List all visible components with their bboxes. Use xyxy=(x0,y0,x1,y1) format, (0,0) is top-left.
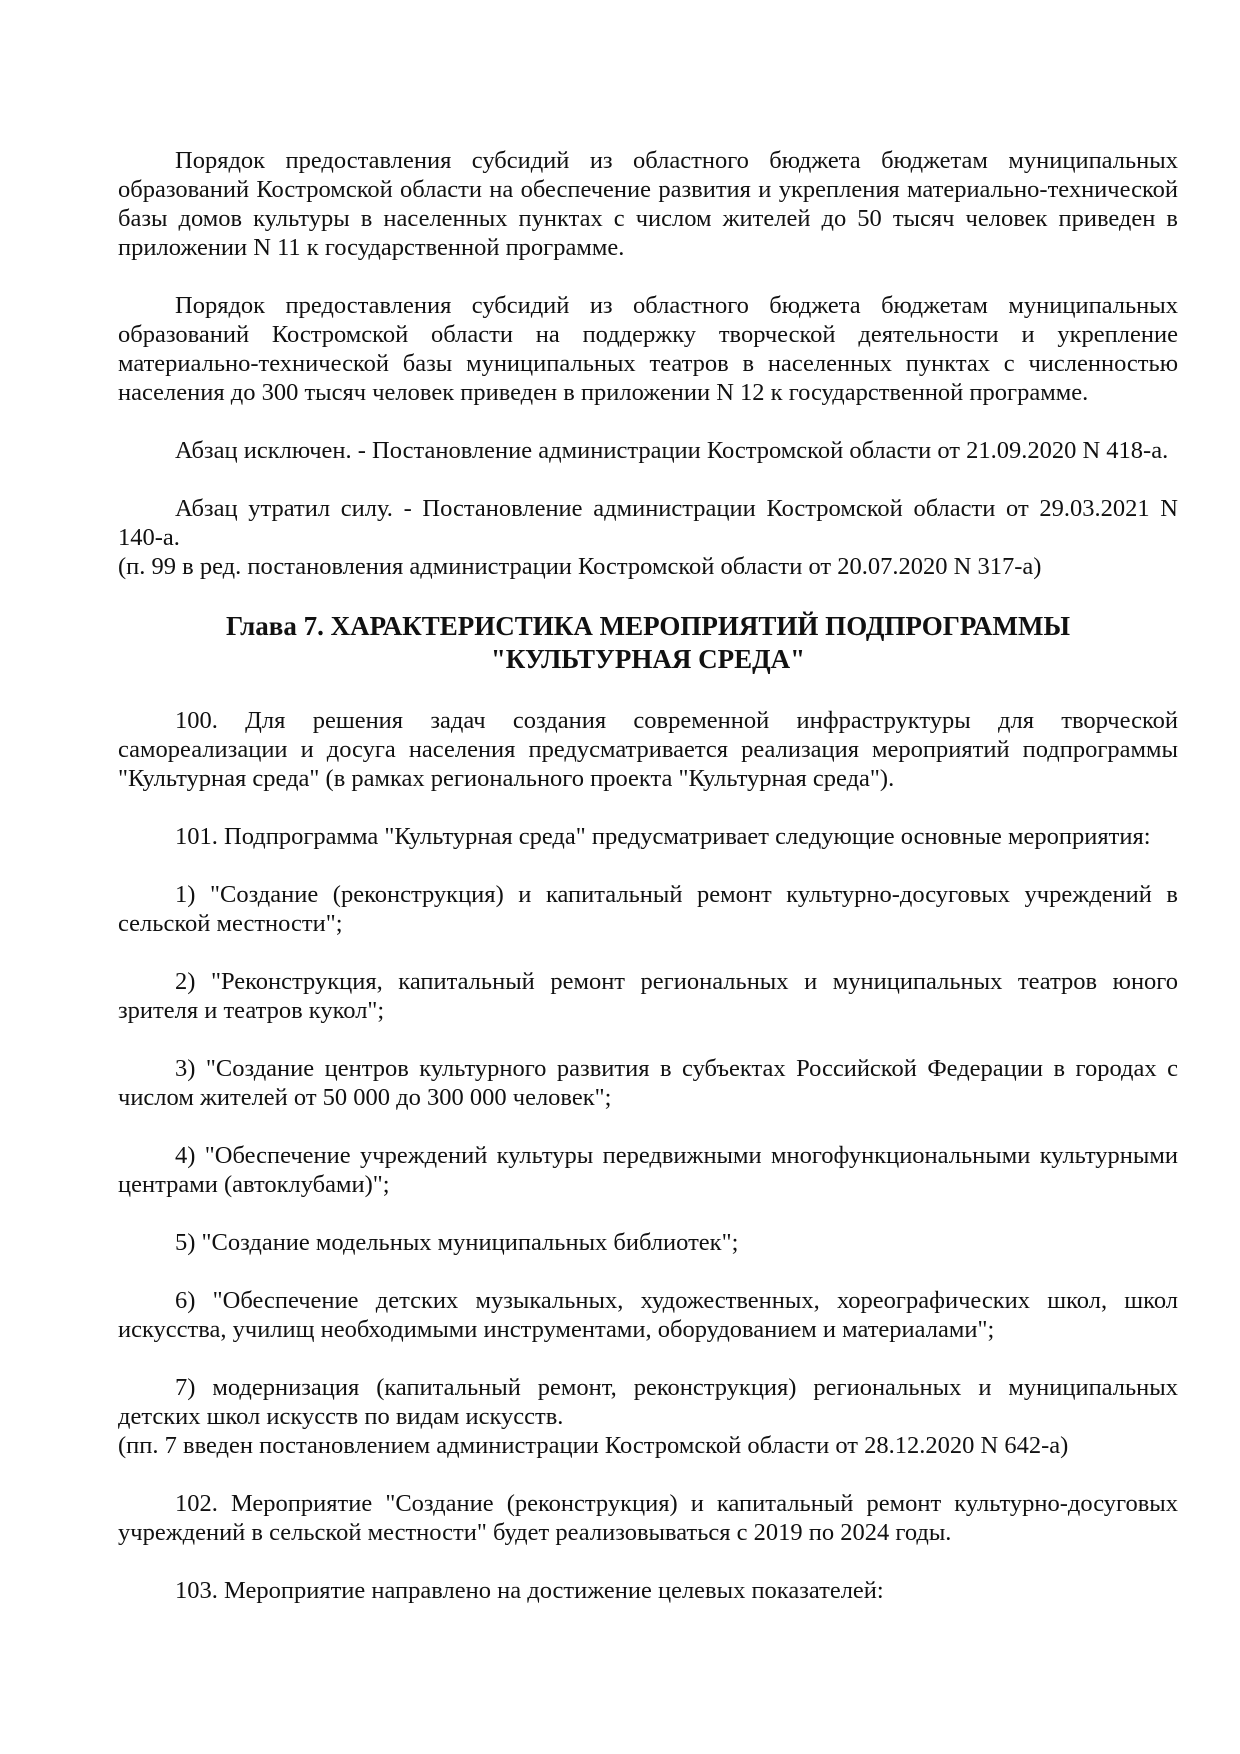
list-item-1: 1) "Создание (реконструкция) и капитальный ремонт культурно-досуговых учреждений в сельской местности"; xyxy=(118,881,1178,937)
document-page xyxy=(118,146,1178,1634)
list-item-2: 2) "Реконструкция, капитальный ремонт региональных и муниципальных театров юного зрителя и театров кукол"; xyxy=(118,968,1178,1024)
chapter-heading-line2: "КУЛЬТУРНАЯ СРЕДА" xyxy=(490,644,806,674)
paragraph-100: 100. Для решения задач создания современной инфраструктуры для творческой самореализации и досуга населения предусматривается реализация мероприятий подпрограммы "Культурная среда" (в рамках регионального проекта "Культурная среда"). xyxy=(118,707,1178,792)
list-item-7: 7) модернизация (капитальный ремонт, реконструкция) региональных и муниципальных детских школ искусств по видам искусств. xyxy=(118,1374,1178,1430)
editorial-note-pp7: (пп. 7 введен постановлением администрации Костромской области от 28.12.2020 N 642-а) xyxy=(118,1432,1069,1459)
paragraph-subsidy-houses-of-culture: Порядок предоставления субсидий из областного бюджета бюджетам муниципальных образований Костромской области на обеспечение развития и укрепления материально-технической базы домов культуры в населенных пунктах с числом жителей до 50 тысяч человек приведен в приложении N 11 к государственной программе. xyxy=(118,147,1178,261)
list-item-3: 3) "Создание центров культурного развития в субъектах Российской Федерации в городах с числом жителей от 50 000 до 300 000 человек"; xyxy=(118,1055,1178,1111)
paragraph-101: 101. Подпрограмма "Культурная среда" предусматривает следующие основные мероприятия: xyxy=(175,823,1151,850)
paragraph-excluded: Абзац исключен. - Постановление администрации Костромской области от 21.09.2020 N 418-а. xyxy=(175,437,1169,464)
paragraph-void: Абзац утратил силу. - Постановление администрации Костромской области от 29.03.2021 N 140-а. xyxy=(118,495,1178,551)
paragraph-102: 102. Мероприятие "Создание (реконструкция) и капитальный ремонт культурно-досуговых учреждений в сельской местности" будет реализовываться с 2019 по 2024 годы. xyxy=(118,1490,1178,1546)
list-item-5: 5) "Создание модельных муниципальных библиотек"; xyxy=(175,1229,739,1256)
chapter-heading-line1: Глава 7. ХАРАКТЕРИСТИКА МЕРОПРИЯТИЙ ПОДПРОГРАММЫ xyxy=(226,611,1070,641)
chapter-heading xyxy=(118,610,1178,676)
paragraph-103: 103. Мероприятие направлено на достижение целевых показателей: xyxy=(175,1577,884,1604)
list-item-6: 6) "Обеспечение детских музыкальных, художественных, хореографических школ, школ искусства, училищ необходимыми инструментами, оборудованием и материалами"; xyxy=(118,1287,1178,1343)
paragraph-subsidy-theatres: Порядок предоставления субсидий из областного бюджета бюджетам муниципальных образований Костромской области на поддержку творческой деятельности и укрепление материально-технической базы муниципальных театров в населенных пунктах с численностью населения до 300 тысяч человек приведен в приложении N 12 к государственной программе. xyxy=(118,292,1178,406)
editorial-note-p99: (п. 99 в ред. постановления администрации Костромской области от 20.07.2020 N 317-а) xyxy=(118,553,1042,580)
list-item-4: 4) "Обеспечение учреждений культуры передвижными многофункциональными культурными центрами (автоклубами)"; xyxy=(118,1142,1178,1198)
